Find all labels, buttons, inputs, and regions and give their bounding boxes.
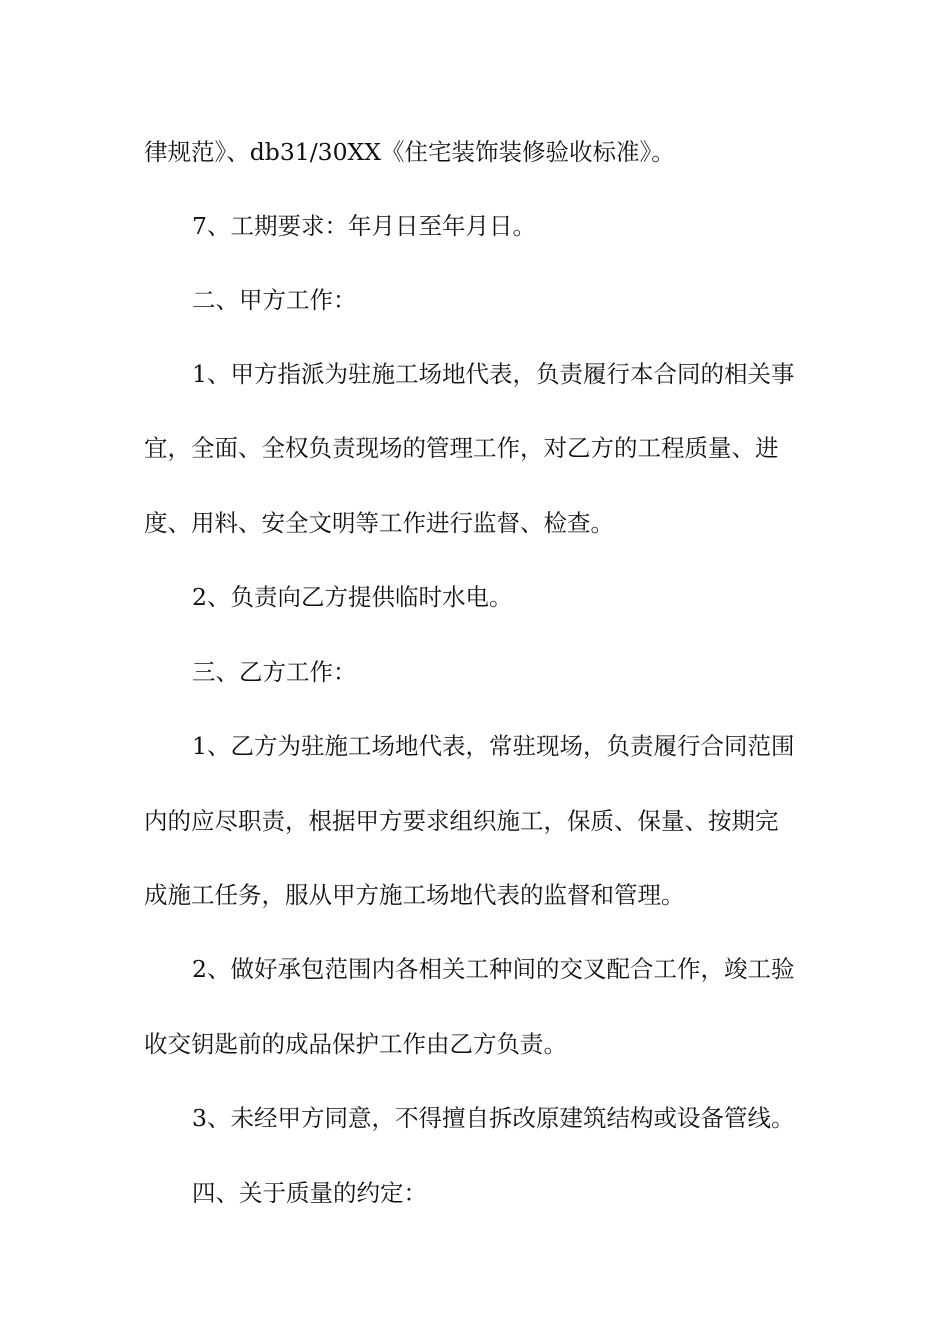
section-heading: 三、乙方工作： xyxy=(192,658,357,686)
text-line: 律规范》、db31/30XX《住宅装饰装修验收标准》。 xyxy=(144,138,675,166)
text-line: 1、甲方指派为驻施工场地代表，负责履行本合同的相关事 xyxy=(192,360,795,388)
text-line: 宜，全面、全权负责现场的管理工作，对乙方的工程质量、进 xyxy=(144,434,779,462)
text-line: 收交钥匙前的成品保护工作由乙方负责。 xyxy=(144,1030,567,1058)
section-heading: 四、关于质量的约定： xyxy=(192,1179,427,1207)
text-line: 成施工任务，服从甲方施工场地代表的监督和管理。 xyxy=(144,881,685,909)
section-heading: 二、甲方工作： xyxy=(192,286,357,314)
text-line: 度、用料、安全文明等工作进行监督、检查。 xyxy=(144,509,614,537)
text-line: 内的应尽职责，根据甲方要求组织施工，保质、保量、按期完 xyxy=(144,807,779,835)
text-line: 7、工期要求：年月日至年月日。 xyxy=(192,212,536,240)
text-line: 2、负责向乙方提供临时水电。 xyxy=(192,583,513,611)
text-line: 3、未经甲方同意，不得擅自拆改原建筑结构或设备管线。 xyxy=(192,1104,795,1132)
text-line: 2、做好承包范围内各相关工种间的交叉配合工作，竣工验 xyxy=(192,955,795,983)
text-line: 1、乙方为驻施工场地代表，常驻现场，负责履行合同范围 xyxy=(192,732,795,760)
